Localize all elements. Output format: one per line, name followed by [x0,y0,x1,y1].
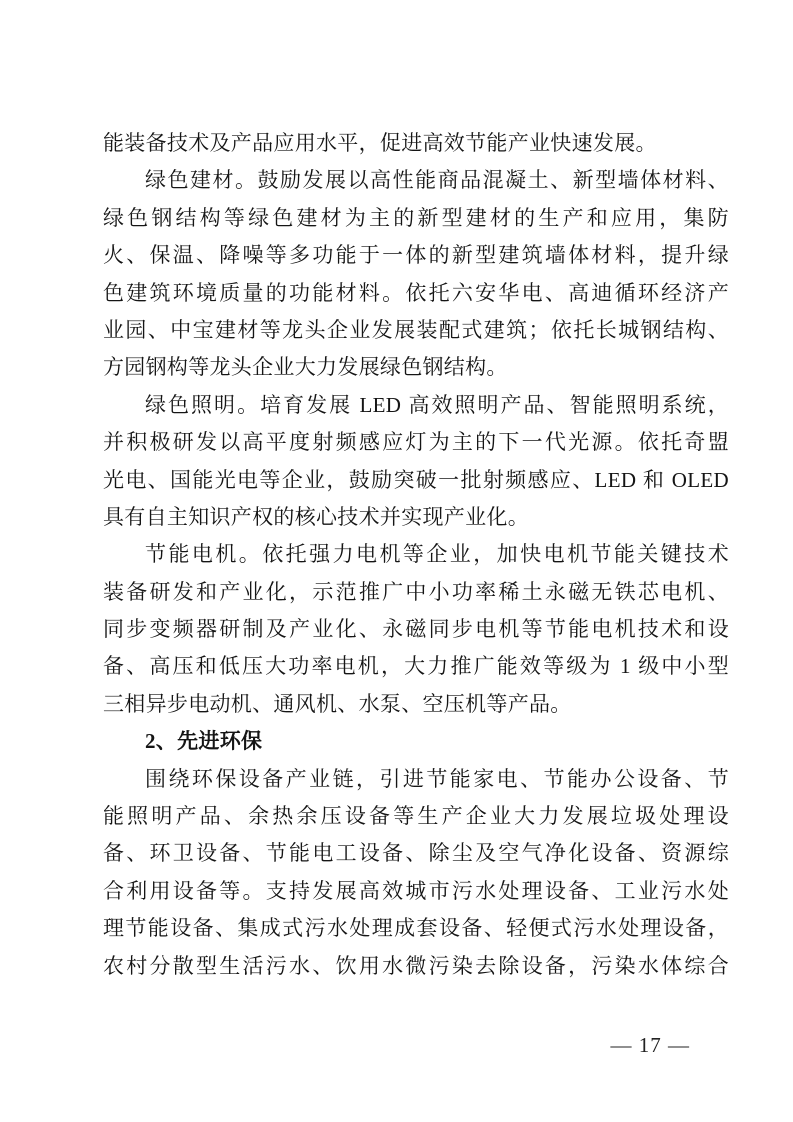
text-line: 同步变频器研制及产业化、永磁同步电机等节能电机技术和设 [103,617,729,642]
text-line: 色建筑环境质量的功能材料。依托六安华电、高迪循环经济产 [103,280,729,305]
text-line: 并积极研发以高平度射频感应灯为主的下一代光源。依托奇盟 [103,430,729,455]
text-line: 农村分散型生活污水、饮用水微污染去除设备，污染水体综合 [103,953,729,978]
text-line: 方园钢构等龙头企业大力发展绿色钢结构。 [103,355,508,380]
text-line: 围绕环保设备产业链，引进节能家电、节能办公设备、节 [145,766,729,791]
text-line: 绿色建材。鼓励发展以高性能商品混凝土、新型墙体材料、 [145,168,729,193]
text-line: 绿色钢结构等绿色建材为主的新型建材的生产和应用，集防 [103,205,729,230]
text-line: 合利用设备等。支持发展高效城市污水处理设备、工业污水处 [103,878,729,903]
text-line: 理节能设备、集成式污水处理成套设备、轻便式污水处理设备， [103,916,729,941]
page-text-block [103,125,729,985]
section-heading: 2、先进环保 [145,729,263,754]
page-number: — 17 — [610,1033,690,1057]
text-line: 绿色照明。培育发展 LED 高效照明产品、智能照明系统， [145,392,729,417]
text-line: 业园、中宝建材等龙头企业发展装配式建筑；依托长城钢结构、 [103,317,729,342]
text-line: 节能电机。依托强力电机等企业，加快电机节能关键技术 [145,542,729,567]
text-line: 光电、国能光电等企业，鼓励突破一批射频感应、LED 和 OLED [103,467,729,492]
text-line: 备、环卫设备、节能电工设备、除尘及空气净化设备、资源综 [103,841,729,866]
text-line: 三相异步电动机、通风机、水泵、空压机等产品。 [103,691,572,716]
text-line: 能装备技术及产品应用水平，促进高效节能产业快速发展。 [103,131,657,155]
text-line: 能照明产品、余热余压设备等生产企业大力发展垃圾处理设 [103,804,729,829]
text-line: 具有自主知识产权的核心技术并实现产业化。 [103,504,529,529]
text-line: 火、保温、降噪等多功能于一体的新型建筑墙体材料，提升绿 [103,243,729,268]
text-line: 装备研发和产业化，示范推广中小功率稀土永磁无铁芯电机、 [103,579,729,604]
text-line: 备、高压和低压大功率电机，大力推广能效等级为 1 级中小型 [103,654,729,679]
